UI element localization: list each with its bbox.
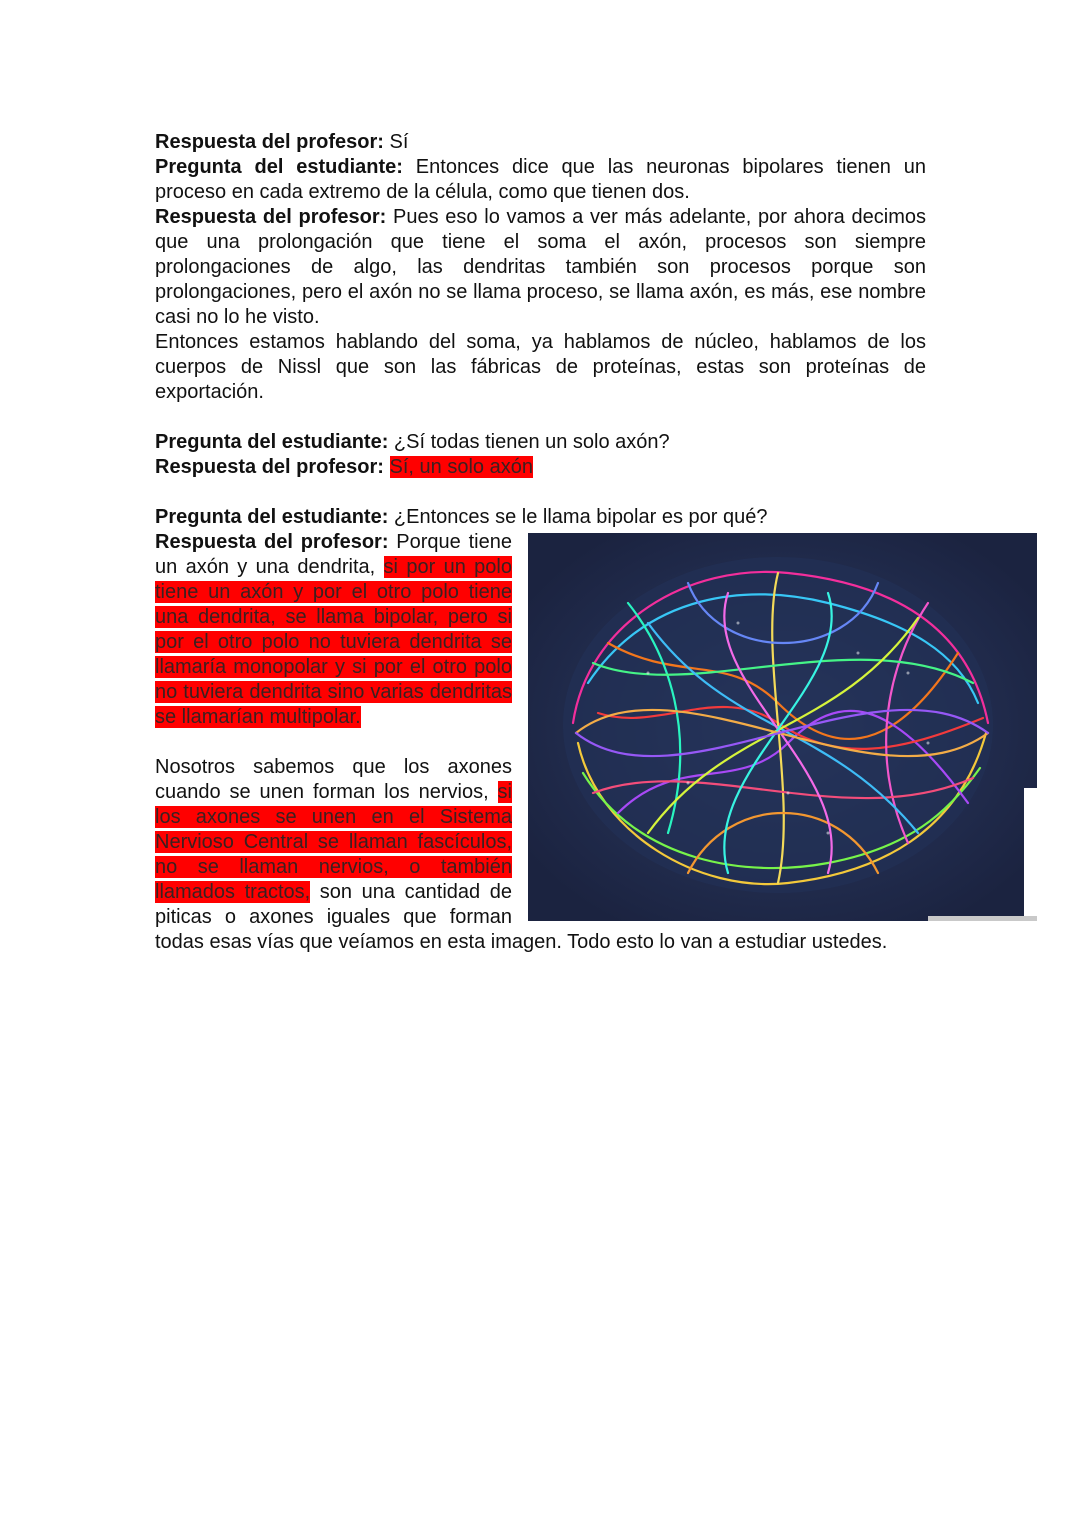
paragraph-6 (155, 455, 926, 480)
paragraph-text: ¿Sí todas tienen un solo axón? (388, 431, 670, 453)
brain-tracts-image (528, 533, 1037, 921)
paragraph-text: Porque tiene un axón y una dendrita, (155, 531, 512, 578)
paragraph-2 (155, 155, 926, 205)
paragraph-text (384, 456, 390, 478)
paragraph-text: son una cantidad de piticas o axones iguales que forman todas esas vías que veíamos en esta imagen. Todo esto lo van a estudiar ustedes. (155, 881, 888, 953)
paragraph-text: ¿Entonces se le llama bipolar es por qué? (388, 506, 768, 528)
paragraph-7 (155, 505, 926, 530)
paragraph-text: Entonces dice que las neuronas bipolares tienen un proceso en cada extremo de la célula, como que tienen dos. (155, 156, 927, 203)
document-body (155, 130, 926, 955)
paragraph-text: Pues eso lo vamos a ver más adelante, por ahora decimos que una prolongación que tiene el soma el axón, procesos son siempre prolongaciones de algo, las dendritas también son procesos porque son prolongaciones, pero el axón no se llama proceso, se llama axón, es más, ese nombre casi no lo he visto. (155, 206, 926, 328)
paragraph-text: Entonces estamos hablando del soma, ya hablamos de núcleo, hablamos de los cuerpos de Nissl que son las fábricas de proteínas, estas son proteínas de exportación. (155, 331, 926, 403)
image-edge-bar (928, 916, 1037, 921)
speaker-label: Pregunta del estudiante: (155, 156, 403, 178)
paragraph-text: Nosotros sabemos que los axones cuando se unen forman los nervios, (155, 756, 512, 803)
highlighted-text: Sí, un solo axón (389, 456, 533, 478)
speaker-label: Pregunta del estudiante: (155, 506, 389, 528)
paragraph-5 (155, 430, 926, 455)
speaker-label: Respuesta del profesor: (155, 131, 384, 153)
highlighted-text: si por un polo tiene un axón y por el otro polo tiene una dendrita, se llama bipolar, pero si por el otro polo no tuviera dendrita se llamaría monopolar y si por el otro polo no tuviera dendrita sino varias dendritas se llamarían multipolar. (155, 556, 512, 728)
paragraph-text: Sí (383, 131, 409, 153)
paragraph-3 (155, 205, 926, 330)
paragraph-1 (155, 130, 926, 155)
paragraph-4 (155, 330, 926, 405)
speaker-label: Respuesta del profesor: (155, 206, 387, 228)
speaker-label: Respuesta del profesor: (155, 531, 389, 553)
speaker-label: Respuesta del profesor: (155, 456, 384, 478)
speaker-label: Pregunta del estudiante: (155, 431, 389, 453)
highlighted-text: si los axones se unen en el Sistema Nervioso Central se llaman fascículos, no se llaman nervios, o también llamados tractos, (155, 781, 512, 903)
brain-fibers-graphic (528, 533, 1037, 921)
spacer (155, 405, 926, 430)
spacer (155, 480, 926, 505)
